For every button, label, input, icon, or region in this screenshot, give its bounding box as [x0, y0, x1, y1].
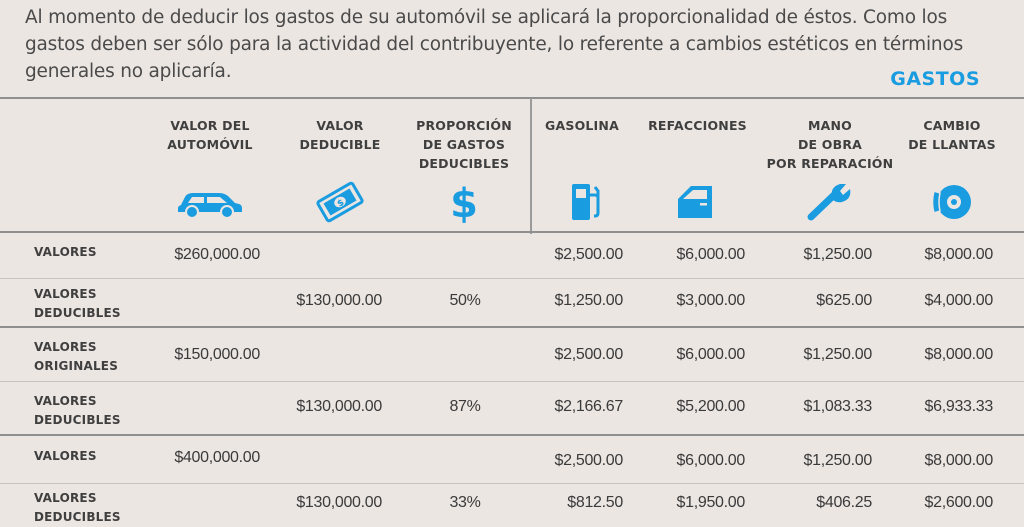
table-cell: $1,250.00	[803, 346, 872, 363]
row-label: VALORES ORIGINALES	[34, 340, 119, 373]
column-header-mano-de-obra: MANO DE OBRA POR REPARACIÓN	[766, 118, 894, 171]
row-label: VALORES DEDUCIBLES	[34, 491, 121, 524]
car-door-icon	[665, 178, 725, 226]
column-header-proporcion: PROPORCIÓN DE GASTOS DEDUCIBLES	[416, 118, 512, 171]
header-bottom-rule	[0, 231, 1024, 233]
table-cell: $6,933.33	[924, 398, 993, 415]
table-cell: $5,200.00	[676, 398, 745, 415]
table-cell: $8,000.00	[924, 346, 993, 363]
table-cell: $6,000.00	[676, 452, 745, 469]
table-cell: $130,000.00	[296, 494, 382, 511]
fuel-pump-icon	[555, 178, 615, 226]
table-cell: 50%	[449, 292, 481, 309]
money-bill-icon	[305, 178, 375, 226]
svg-text:$: $	[450, 181, 478, 227]
car-icon	[170, 178, 250, 226]
dollar-sign-icon	[430, 178, 498, 226]
table-cell: $1,250.00	[803, 246, 872, 263]
table-cell: $130,000.00	[296, 292, 382, 309]
row-divider	[0, 278, 1024, 279]
table-cell: $2,500.00	[554, 246, 623, 263]
table-cell: 33%	[449, 494, 481, 511]
table-cell: $6,000.00	[676, 246, 745, 263]
table-cell: $812.50	[567, 494, 623, 511]
group-divider	[0, 434, 1024, 436]
table-cell: $1,250.00	[803, 452, 872, 469]
table-cell: $6,000.00	[676, 346, 745, 363]
group-divider	[0, 326, 1024, 328]
row-label: VALORES	[34, 245, 97, 259]
table-cell: 87%	[449, 398, 481, 415]
table-cell: $260,000.00	[174, 246, 260, 263]
table-cell: $2,500.00	[554, 346, 623, 363]
table-cell: $1,250.00	[554, 292, 623, 309]
gastos-section-label: GASTOS	[890, 68, 980, 90]
row-label: VALORES DEDUCIBLES	[34, 394, 121, 427]
table-cell: $2,500.00	[554, 452, 623, 469]
table-cell: $150,000.00	[174, 346, 260, 363]
column-header-valor-automovil: VALOR DEL AUTOMÓVIL	[167, 118, 253, 152]
table-cell: $400,000.00	[174, 449, 260, 466]
column-header-valor-deducible: VALOR DEDUCIBLE	[299, 118, 381, 152]
table-cell: $1,083.33	[803, 398, 872, 415]
column-header-refacciones: REFACCIONES	[648, 118, 747, 133]
row-label: VALORES	[34, 449, 97, 463]
table-cell: $8,000.00	[924, 452, 993, 469]
table-cell: $1,950.00	[676, 494, 745, 511]
wrench-icon	[798, 178, 862, 226]
table-cell: $2,166.67	[554, 398, 623, 415]
table-cell: $8,000.00	[924, 246, 993, 263]
table-cell: $4,000.00	[924, 292, 993, 309]
table-cell: $2,600.00	[924, 494, 993, 511]
row-label: VALORES DEDUCIBLES	[34, 287, 121, 320]
row-divider	[0, 483, 1024, 484]
intro-paragraph: Al momento de deducir los gastos de su automóvil se aplicará la proporcionalidad de éstos. Como los gastos deben ser sólo para la actividad del contribuyente, lo referente a cambios estéticos en términos generales no aplicaría.	[25, 7, 964, 82]
table-cell: $3,000.00	[676, 292, 745, 309]
column-header-cambio-llantas: CAMBIO DE LLANTAS	[908, 118, 996, 152]
table-cell: $406.25	[816, 494, 872, 511]
header-top-rule	[0, 97, 1024, 99]
svg-text:$: $	[335, 197, 347, 210]
table-cell: $625.00	[816, 292, 872, 309]
row-divider	[0, 381, 1024, 382]
brake-disc-icon	[922, 178, 982, 226]
column-header-gasolina: GASOLINA	[545, 118, 619, 133]
table-cell: $130,000.00	[296, 398, 382, 415]
